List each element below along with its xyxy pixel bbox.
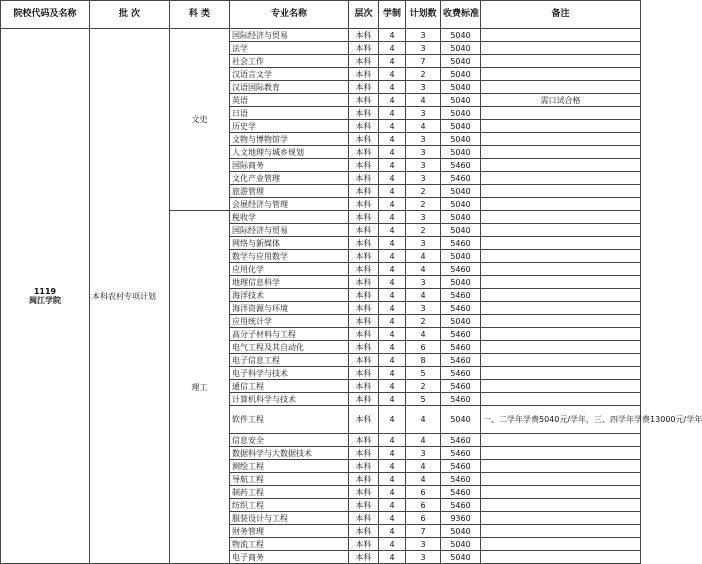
- fee-cell: 5040: [441, 68, 481, 81]
- fee-cell: 5040: [441, 94, 481, 107]
- years-cell: 4: [379, 486, 406, 499]
- plan-cell: 3: [406, 237, 441, 250]
- fee-cell: 5040: [441, 198, 481, 211]
- plan-cell: 2: [406, 185, 441, 198]
- fee-cell: 5460: [441, 237, 481, 250]
- plan-cell: 4: [406, 460, 441, 473]
- plan-cell: 5: [406, 393, 441, 406]
- plan-cell: 3: [406, 81, 441, 94]
- years-cell: 4: [379, 499, 406, 512]
- years-cell: 4: [379, 107, 406, 120]
- fee-cell: 5040: [441, 107, 481, 120]
- header-school: 院校代码及名称: [1, 1, 90, 29]
- remark-cell: [481, 107, 641, 120]
- level-cell: 本科: [349, 328, 379, 341]
- years-cell: 4: [379, 237, 406, 250]
- years-cell: 4: [379, 434, 406, 447]
- level-cell: 本科: [349, 341, 379, 354]
- level-cell: 本科: [349, 263, 379, 276]
- years-cell: 4: [379, 198, 406, 211]
- fee-cell: 5460: [441, 328, 481, 341]
- fee-cell: 5040: [441, 250, 481, 263]
- plan-cell: 4: [406, 289, 441, 302]
- fee-cell: 5460: [441, 263, 481, 276]
- plan-cell: 6: [406, 512, 441, 525]
- header-row: [1, 1, 641, 29]
- years-cell: 4: [379, 328, 406, 341]
- remark-cell: [481, 460, 641, 473]
- plan-cell: 3: [406, 211, 441, 224]
- major-cell: 汉语国际教育: [230, 81, 349, 94]
- major-cell: 旅游管理: [230, 185, 349, 198]
- years-cell: 4: [379, 512, 406, 525]
- remark-cell: [481, 473, 641, 486]
- plan-cell: 4: [406, 473, 441, 486]
- plan-cell: 3: [406, 29, 441, 42]
- plan-cell: 2: [406, 380, 441, 393]
- level-cell: 本科: [349, 525, 379, 538]
- plan-cell: 4: [406, 263, 441, 276]
- years-cell: 4: [379, 250, 406, 263]
- batch-cell: 本科农村专项计划: [90, 29, 170, 564]
- major-cell: 通信工程: [230, 380, 349, 393]
- remark-cell: [481, 172, 641, 185]
- remark-cell: 需口试合格: [481, 94, 641, 107]
- level-cell: 本科: [349, 447, 379, 460]
- level-cell: 本科: [349, 538, 379, 551]
- header-fee: 收费标准: [441, 1, 481, 29]
- major-cell: 制药工程: [230, 486, 349, 499]
- remark-cell: [481, 315, 641, 328]
- major-cell: 应用化学: [230, 263, 349, 276]
- major-cell: 数据科学与大数据技术: [230, 447, 349, 460]
- plan-cell: 2: [406, 68, 441, 81]
- plan-cell: 7: [406, 525, 441, 538]
- level-cell: 本科: [349, 250, 379, 263]
- plan-cell: 3: [406, 447, 441, 460]
- remark-cell: [481, 81, 641, 94]
- remark-cell: [481, 447, 641, 460]
- level-cell: 本科: [349, 512, 379, 525]
- years-cell: 4: [379, 159, 406, 172]
- major-cell: 海洋资源与环境: [230, 302, 349, 315]
- years-cell: 4: [379, 289, 406, 302]
- years-cell: 4: [379, 276, 406, 289]
- plan-cell: 3: [406, 42, 441, 55]
- plan-cell: 6: [406, 499, 441, 512]
- plan-cell: 3: [406, 302, 441, 315]
- school-cell: [1, 29, 90, 564]
- major-cell: 国际商务: [230, 159, 349, 172]
- remark-cell: [481, 185, 641, 198]
- level-cell: 本科: [349, 486, 379, 499]
- fee-cell: 9360: [441, 512, 481, 525]
- years-cell: 4: [379, 341, 406, 354]
- level-cell: 本科: [349, 224, 379, 237]
- fee-cell: 5040: [441, 538, 481, 551]
- remark-cell: [481, 499, 641, 512]
- fee-cell: 5460: [441, 393, 481, 406]
- level-cell: 本科: [349, 133, 379, 146]
- level-cell: 本科: [349, 460, 379, 473]
- major-cell: 物流工程: [230, 538, 349, 551]
- header-level: 层次: [349, 1, 379, 29]
- remark-cell: [481, 29, 641, 42]
- header-batch: 批 次: [90, 1, 170, 29]
- major-cell: 国际经济与贸易: [230, 29, 349, 42]
- years-cell: 4: [379, 302, 406, 315]
- years-cell: 4: [379, 224, 406, 237]
- plan-cell: 4: [406, 406, 441, 434]
- plan-cell: 4: [406, 120, 441, 133]
- plan-cell: 8: [406, 354, 441, 367]
- remark-cell: [481, 538, 641, 551]
- remark-cell: [481, 341, 641, 354]
- years-cell: 4: [379, 42, 406, 55]
- major-cell: 软件工程: [230, 406, 349, 434]
- level-cell: 本科: [349, 159, 379, 172]
- table-row: [1, 29, 641, 42]
- level-cell: 本科: [349, 211, 379, 224]
- major-cell: 导航工程: [230, 473, 349, 486]
- fee-cell: 5460: [441, 172, 481, 185]
- fee-cell: 5040: [441, 185, 481, 198]
- level-cell: 本科: [349, 406, 379, 434]
- plan-cell: 5: [406, 367, 441, 380]
- header-years: 学制: [379, 1, 406, 29]
- fee-cell: 5040: [441, 211, 481, 224]
- fee-cell: 5040: [441, 406, 481, 434]
- major-cell: 日语: [230, 107, 349, 120]
- years-cell: 4: [379, 315, 406, 328]
- remark-cell: [481, 146, 641, 159]
- fee-cell: 5040: [441, 81, 481, 94]
- remark-cell: [481, 367, 641, 380]
- school-code: 1119: [33, 287, 57, 296]
- major-cell: 会展经济与管理: [230, 198, 349, 211]
- level-cell: 本科: [349, 68, 379, 81]
- level-cell: 本科: [349, 367, 379, 380]
- header-category: 科 类: [170, 1, 230, 29]
- fee-cell: 5040: [441, 551, 481, 564]
- level-cell: 本科: [349, 237, 379, 250]
- fee-cell: 5040: [441, 224, 481, 237]
- remark-cell: [481, 133, 641, 146]
- remark-cell: [481, 120, 641, 133]
- header-major: 专业名称: [230, 1, 349, 29]
- major-cell: 电气工程及其自动化: [230, 341, 349, 354]
- fee-cell: 5040: [441, 29, 481, 42]
- level-cell: 本科: [349, 185, 379, 198]
- fee-cell: 5040: [441, 276, 481, 289]
- plan-cell: 3: [406, 172, 441, 185]
- years-cell: 4: [379, 551, 406, 564]
- remark-cell: [481, 263, 641, 276]
- plan-cell: 2: [406, 198, 441, 211]
- plan-cell: 4: [406, 434, 441, 447]
- category-cell: 理工: [170, 211, 230, 564]
- level-cell: 本科: [349, 81, 379, 94]
- years-cell: 4: [379, 120, 406, 133]
- remark-cell: [481, 224, 641, 237]
- plan-cell: 3: [406, 551, 441, 564]
- level-cell: 本科: [349, 354, 379, 367]
- major-cell: 应用统计学: [230, 315, 349, 328]
- level-cell: 本科: [349, 94, 379, 107]
- years-cell: 4: [379, 211, 406, 224]
- major-cell: 文化产业管理: [230, 172, 349, 185]
- level-cell: 本科: [349, 107, 379, 120]
- level-cell: 本科: [349, 289, 379, 302]
- years-cell: 4: [379, 380, 406, 393]
- remark-cell: [481, 302, 641, 315]
- major-cell: 电子商务: [230, 551, 349, 564]
- remark-cell: [481, 354, 641, 367]
- major-cell: 海洋技术: [230, 289, 349, 302]
- fee-cell: 5040: [441, 120, 481, 133]
- fee-cell: 5460: [441, 486, 481, 499]
- plan-cell: 4: [406, 328, 441, 341]
- remark-cell: [481, 276, 641, 289]
- level-cell: 本科: [349, 198, 379, 211]
- fee-cell: 5460: [441, 447, 481, 460]
- major-cell: 测绘工程: [230, 460, 349, 473]
- remark-cell: [481, 486, 641, 499]
- major-cell: 英语: [230, 94, 349, 107]
- fee-cell: 5460: [441, 302, 481, 315]
- major-cell: 地理信息科学: [230, 276, 349, 289]
- plan-cell: 6: [406, 341, 441, 354]
- remark-cell: [481, 55, 641, 68]
- fee-cell: 5460: [441, 341, 481, 354]
- level-cell: 本科: [349, 380, 379, 393]
- school-name: 闽江学院: [29, 296, 61, 305]
- category-cell: 文史: [170, 29, 230, 211]
- level-cell: 本科: [349, 473, 379, 486]
- remark-cell: [481, 393, 641, 406]
- years-cell: 4: [379, 263, 406, 276]
- years-cell: 4: [379, 473, 406, 486]
- level-cell: 本科: [349, 120, 379, 133]
- major-cell: 数学与应用数学: [230, 250, 349, 263]
- years-cell: 4: [379, 94, 406, 107]
- remark-cell: [481, 68, 641, 81]
- fee-cell: 5460: [441, 159, 481, 172]
- years-cell: 4: [379, 460, 406, 473]
- fee-cell: 5460: [441, 354, 481, 367]
- level-cell: 本科: [349, 55, 379, 68]
- major-cell: 社会工作: [230, 55, 349, 68]
- remark-cell: [481, 512, 641, 525]
- major-cell: 信息安全: [230, 434, 349, 447]
- major-cell: 人文地理与城乡规划: [230, 146, 349, 159]
- major-cell: 电子信息工程: [230, 354, 349, 367]
- level-cell: 本科: [349, 29, 379, 42]
- years-cell: 4: [379, 367, 406, 380]
- fee-cell: 5460: [441, 460, 481, 473]
- level-cell: 本科: [349, 434, 379, 447]
- remark-cell: [481, 211, 641, 224]
- remark-cell: [481, 159, 641, 172]
- remark-cell: [481, 250, 641, 263]
- major-cell: 历史学: [230, 120, 349, 133]
- years-cell: 4: [379, 55, 406, 68]
- major-cell: 法学: [230, 42, 349, 55]
- fee-cell: 5460: [441, 380, 481, 393]
- remark-cell: [481, 551, 641, 564]
- plan-cell: 3: [406, 133, 441, 146]
- plan-cell: 3: [406, 159, 441, 172]
- fee-cell: 5040: [441, 146, 481, 159]
- fee-cell: 5040: [441, 525, 481, 538]
- plan-cell: 3: [406, 276, 441, 289]
- major-cell: 国际经济与贸易: [230, 224, 349, 237]
- remark-cell: [481, 198, 641, 211]
- major-cell: 文物与博物馆学: [230, 133, 349, 146]
- remark-cell: [481, 380, 641, 393]
- major-cell: 纺织工程: [230, 499, 349, 512]
- plan-cell: 4: [406, 94, 441, 107]
- header-plan: 计划数: [406, 1, 441, 29]
- years-cell: 4: [379, 81, 406, 94]
- fee-cell: 5040: [441, 55, 481, 68]
- remark-cell: [481, 289, 641, 302]
- plan-cell: 7: [406, 55, 441, 68]
- major-cell: 电子科学与技术: [230, 367, 349, 380]
- fee-cell: 5460: [441, 367, 481, 380]
- remark-cell: [481, 434, 641, 447]
- major-cell: 汉语言文学: [230, 68, 349, 81]
- major-cell: 计算机科学与技术: [230, 393, 349, 406]
- major-cell: 税收学: [230, 211, 349, 224]
- major-cell: 服装设计与工程: [230, 512, 349, 525]
- plan-cell: 3: [406, 146, 441, 159]
- remark-cell: [481, 42, 641, 55]
- years-cell: 4: [379, 146, 406, 159]
- level-cell: 本科: [349, 146, 379, 159]
- years-cell: 4: [379, 68, 406, 81]
- level-cell: 本科: [349, 551, 379, 564]
- fee-cell: 5040: [441, 315, 481, 328]
- level-cell: 本科: [349, 393, 379, 406]
- header-remark: 备注: [481, 1, 641, 29]
- years-cell: 4: [379, 406, 406, 434]
- plan-cell: 2: [406, 315, 441, 328]
- plan-cell: 3: [406, 107, 441, 120]
- fee-cell: 5460: [441, 499, 481, 512]
- fee-cell: 5460: [441, 289, 481, 302]
- years-cell: 4: [379, 538, 406, 551]
- remark-cell: [481, 237, 641, 250]
- plan-cell: 4: [406, 250, 441, 263]
- level-cell: 本科: [349, 499, 379, 512]
- remark-cell: 一、二学年学费5040元/学年，三、四学年学费13000元/学年: [481, 406, 641, 434]
- level-cell: 本科: [349, 276, 379, 289]
- years-cell: 4: [379, 29, 406, 42]
- remark-cell: [481, 525, 641, 538]
- years-cell: 4: [379, 447, 406, 460]
- plan-cell: 6: [406, 486, 441, 499]
- years-cell: 4: [379, 354, 406, 367]
- major-cell: 网络与新媒体: [230, 237, 349, 250]
- level-cell: 本科: [349, 172, 379, 185]
- major-cell: 高分子材料与工程: [230, 328, 349, 341]
- major-cell: 财务管理: [230, 525, 349, 538]
- remark-cell: [481, 328, 641, 341]
- years-cell: 4: [379, 525, 406, 538]
- fee-cell: 5460: [441, 434, 481, 447]
- years-cell: 4: [379, 393, 406, 406]
- plan-cell: 2: [406, 224, 441, 237]
- fee-cell: 5040: [441, 133, 481, 146]
- years-cell: 4: [379, 172, 406, 185]
- level-cell: 本科: [349, 302, 379, 315]
- level-cell: 本科: [349, 315, 379, 328]
- plan-cell: 3: [406, 538, 441, 551]
- fee-cell: 5460: [441, 473, 481, 486]
- level-cell: 本科: [349, 42, 379, 55]
- years-cell: 4: [379, 133, 406, 146]
- fee-cell: 5040: [441, 42, 481, 55]
- years-cell: 4: [379, 185, 406, 198]
